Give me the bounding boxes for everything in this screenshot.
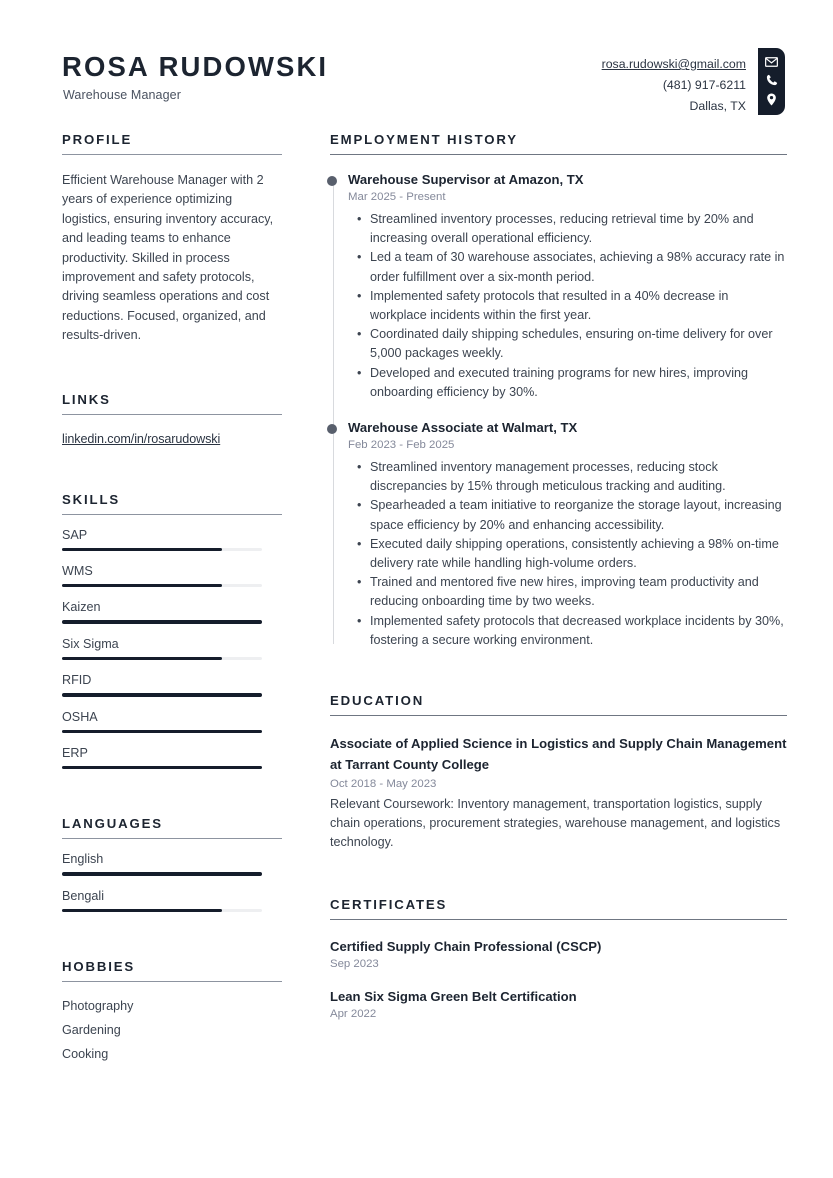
sidebar-column [62, 132, 282, 1061]
employment-dates: Feb 2023 - Feb 2025 [348, 439, 455, 452]
employment-bullet: • Executed daily shipping operations, consistently achieving a 98% on-time delivery rate while handling high-volume orders. [370, 535, 787, 573]
section-languages [62, 816, 282, 912]
link-item-linkedin[interactable]: linkedin.com/in/rosarudowski [62, 431, 221, 446]
skill-level-track [62, 766, 262, 769]
section-heading-certificates: CERTIFICATES [330, 897, 787, 920]
skill-level-fill [62, 730, 262, 733]
language-item [62, 852, 282, 875]
certificate-entry [330, 988, 787, 1020]
skill-level-track [62, 693, 262, 696]
skill-item [62, 528, 282, 551]
section-certificates [330, 897, 787, 1020]
language-item [62, 889, 282, 912]
employment-bullet: • Streamlined inventory management processes, reducing stock discrepancies by 15% through meticulous tracking and auditing. [370, 458, 787, 496]
skill-label: OSHA [62, 709, 98, 724]
contact-email[interactable]: rosa.rudowski@gmail.com [601, 57, 746, 71]
timeline-dot-icon [327, 424, 338, 435]
employment-bullet: • Streamlined inventory processes, reducing retrieval time by 20% and increasing overall operational efficiency. [370, 210, 787, 248]
employment-bullet: • Led a team of 30 warehouse associates, achieving a 98% accuracy rate in order fulfillment over a six-month period. [370, 248, 787, 286]
employment-bullet: • Spearheaded a team initiative to reorganize the storage layout, increasing space efficiency by 20% and enhancing accessibility. [370, 496, 787, 534]
skill-item [62, 600, 282, 623]
certificate-date: Sep 2023 [330, 957, 379, 970]
employment-bullet: • Coordinated daily shipping schedules, ensuring on-time delivery for over 5,000 packages weekly. [370, 325, 787, 363]
skill-item [62, 673, 282, 696]
skill-level-fill [62, 693, 262, 696]
section-profile [62, 132, 282, 346]
hobbies-list [62, 1000, 282, 1061]
skill-item [62, 746, 282, 769]
employment-bullet: • Implemented safety protocols that decreased workplace incidents by 30%, fostering a secure working environment. [370, 612, 787, 650]
education-list [330, 733, 787, 853]
skill-level-track [62, 584, 262, 587]
employment-dates: Mar 2025 - Present [348, 191, 446, 203]
resume-body [0, 132, 833, 1061]
contact-phone: (481) 917-6211 [662, 78, 746, 92]
employment-bullets [348, 458, 787, 650]
skill-level-track [62, 657, 262, 660]
language-level-fill [62, 872, 262, 875]
section-heading-skills: SKILLS [62, 492, 282, 515]
contact-location: Dallas, TX [689, 99, 746, 113]
profile-summary-text: Efficient Warehouse Manager with 2 years of experience optimizing logistics, ensuring inventory accuracy, and leading teams to enhance productivity. Skilled in process improvement and safety protocols, driving seamless operations and cost reductions. Focused, organized, and results-driven. [62, 173, 274, 343]
section-links [62, 392, 282, 446]
employment-bullet: • Implemented safety protocols that resulted in a 40% decrease in workplace incidents within the first year. [370, 287, 787, 325]
hobby-item: Gardening [62, 1023, 121, 1038]
timeline-dot-icon [327, 176, 338, 187]
section-heading-employment: EMPLOYMENT HISTORY [330, 132, 787, 155]
certificate-name: Certified Supply Chain Professional (CSCP) [330, 938, 602, 954]
skill-level-fill [62, 657, 222, 660]
skill-label: ERP [62, 746, 88, 760]
section-heading-languages: LANGUAGES [62, 816, 282, 839]
contact-details [602, 54, 746, 117]
skill-level-fill [62, 584, 222, 587]
skill-level-fill [62, 766, 262, 769]
section-heading-hobbies: HOBBIES [62, 959, 282, 982]
section-education [330, 693, 787, 853]
section-heading-education: EDUCATION [330, 693, 787, 716]
education-dates: Oct 2018 - May 2023 [330, 778, 437, 791]
envelope-icon [765, 57, 778, 67]
section-heading-profile: PROFILE [62, 132, 282, 155]
employment-role: Warehouse Associate at Walmart, TX [348, 420, 578, 436]
page-title: ROSA RUDOWSKI [62, 51, 329, 82]
language-label: English [62, 852, 104, 867]
certificate-name: Lean Six Sigma Green Belt Certification [330, 988, 577, 1004]
languages-list [62, 852, 282, 912]
hobby-item: Photography [62, 999, 134, 1014]
section-employment-history [330, 132, 787, 650]
skill-level-track [62, 548, 262, 551]
skill-item [62, 637, 282, 660]
certificates-list [330, 938, 787, 1020]
employment-bullets [348, 210, 787, 402]
header-job-title: Warehouse Manager [63, 88, 181, 102]
contact-icon-bar [758, 48, 785, 115]
certificate-entry [330, 938, 787, 970]
skill-label: Kaizen [62, 600, 101, 615]
section-heading-links: LINKS [62, 392, 282, 415]
education-description: Relevant Coursework: Inventory management, transportation logistics, supply chain operations, procurement strategies, warehouse management, and logistics technology. [330, 797, 781, 850]
skill-level-fill [62, 620, 262, 623]
language-level-fill [62, 909, 222, 912]
employment-bullet: • Trained and mentored five new hires, improving team productivity and reducing onboarding time by two weeks. [370, 573, 787, 611]
skill-item [62, 564, 282, 587]
skill-level-track [62, 730, 262, 733]
employment-entry [348, 171, 787, 402]
skill-level-track [62, 620, 262, 623]
skill-label: RFID [62, 673, 92, 688]
section-skills [62, 492, 282, 770]
skill-item [62, 710, 282, 733]
resume-header [0, 0, 833, 132]
language-level-track [62, 909, 262, 912]
employment-bullet: • Developed and executed training programs for new hires, improving onboarding efficiency by 30%. [370, 364, 787, 402]
location-pin-icon [766, 93, 777, 106]
certificate-date: Apr 2022 [330, 1007, 377, 1020]
skill-level-fill [62, 548, 222, 551]
employment-entry [348, 419, 787, 650]
skill-label: SAP [62, 527, 88, 542]
language-level-track [62, 872, 262, 875]
education-degree: Associate of Applied Science in Logistics and Supply Chain Management at Tarrant County College [330, 736, 787, 773]
skill-label: Six Sigma [62, 636, 119, 651]
employment-timeline [330, 171, 787, 650]
hobby-item: Cooking [62, 1047, 109, 1062]
skills-list [62, 528, 282, 770]
language-label: Bengali [62, 888, 105, 903]
section-hobbies [62, 959, 282, 1061]
phone-icon [766, 74, 778, 86]
main-column [282, 132, 787, 1061]
skill-label: WMS [62, 564, 93, 579]
employment-role: Warehouse Supervisor at Amazon, TX [348, 172, 584, 187]
